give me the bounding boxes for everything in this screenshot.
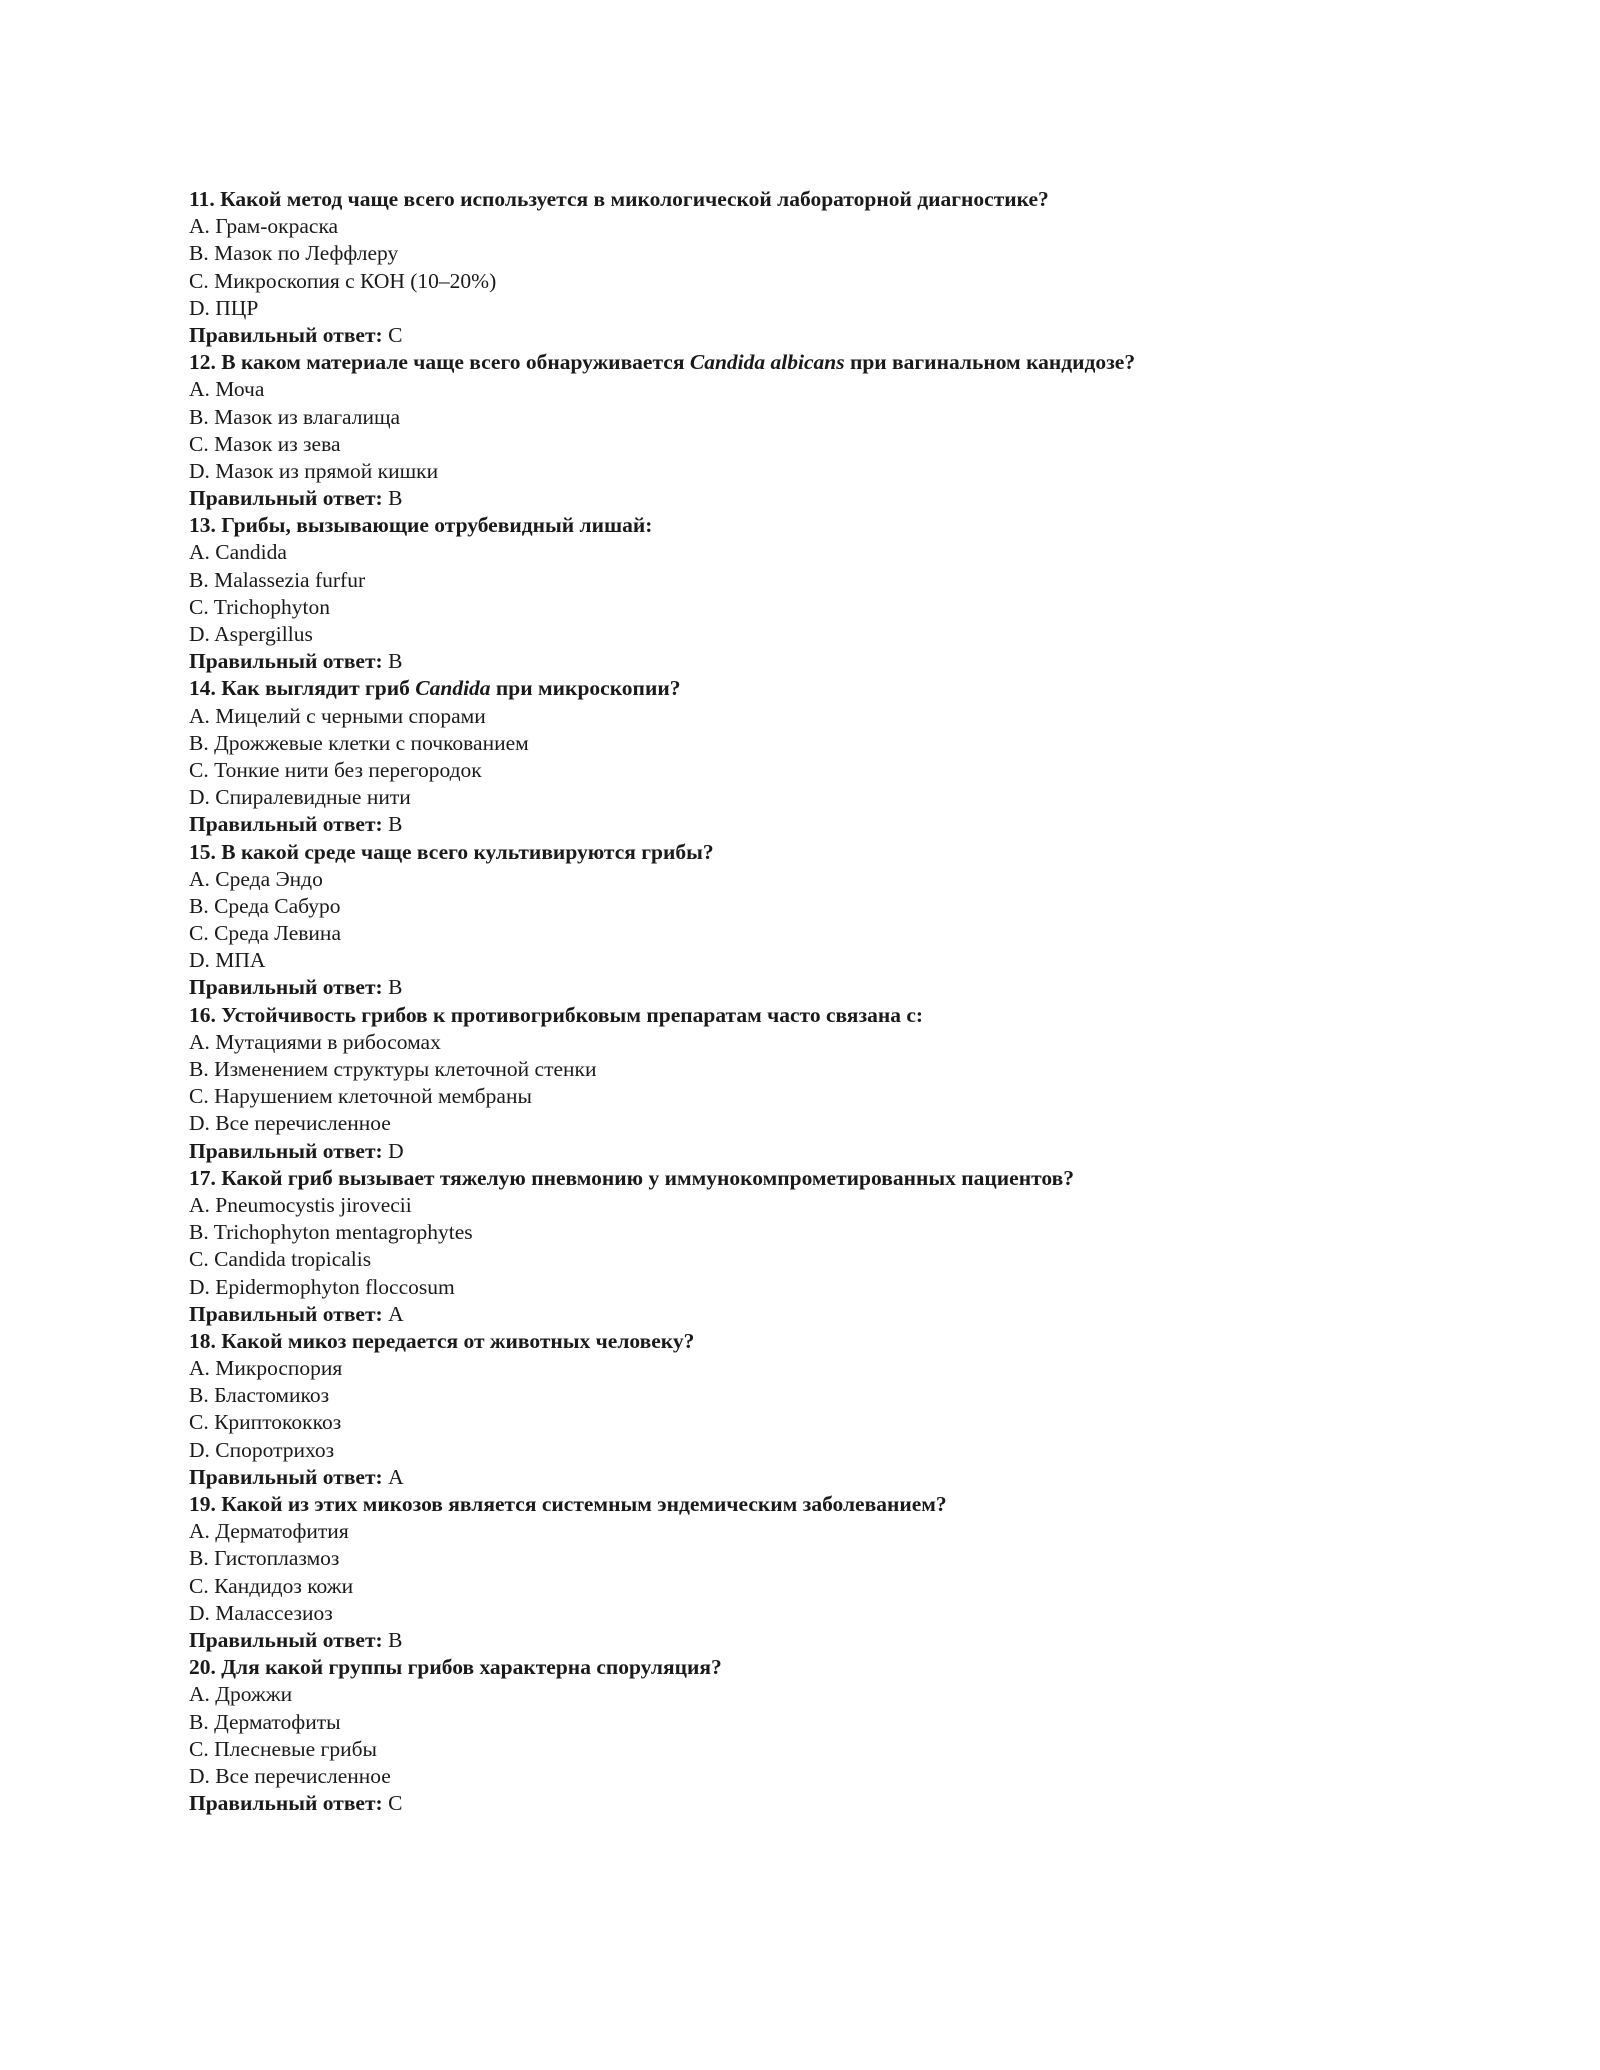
correct-answer-label: Правильный ответ: [189,322,383,347]
question-block [189,512,1449,675]
answer-option: D. Все перечисленное [189,1763,391,1788]
correct-answer-value: B [388,975,403,1000]
question-number: 17. [189,1165,216,1190]
question-text-segment: В какой среде чаще всего культивируются грибы? [221,839,714,864]
correct-answer-value: A [388,1464,404,1489]
question-number: 16. [189,1002,216,1027]
correct-answer-label: Правильный ответ: [189,486,383,511]
question-text-segment: Грибы, вызывающие отрубевидный лишай: [221,513,653,538]
answer-option: B. Мазок по Леффлеру [189,241,399,266]
question-block [189,186,1449,349]
answer-option: A. Дерматофития [189,1519,349,1544]
correct-answer-label: Правильный ответ: [189,975,383,1000]
answer-option: C. Мазок из зева [189,431,341,456]
answer-option: D. Малассезиоз [189,1600,333,1625]
question-text [189,675,1449,702]
question-block [189,1002,1449,1165]
question-text [189,186,1449,213]
question-text-segment: Для какой группы грибов характерна споруляция? [221,1655,722,1680]
question-number: 11. [189,187,215,211]
question-text [189,512,1449,539]
question-text [189,1328,1449,1355]
answer-option: B. Мазок из влагалища [189,404,401,429]
question-text-segment: при вагинальном кандидозе? [844,350,1136,375]
question-block [189,1165,1449,1328]
answer-option: A. Грам-окраска [189,214,339,239]
answer-option: A. Микроспория [189,1356,343,1381]
correct-answer [189,1301,1449,1328]
correct-answer [189,1790,1449,1817]
question-text-segment: Как выглядит гриб [221,676,416,701]
correct-answer-value: B [388,649,403,674]
answer-option: B. Дерматофиты [189,1709,341,1734]
answer-option: B. Изменением структуры клеточной стенки [189,1057,597,1081]
correct-answer-label: Правильный ответ: [189,1138,383,1163]
correct-answer-label: Правильный ответ: [189,649,383,674]
answer-option: D. Все перечисленное [189,1111,391,1136]
correct-answer-value: B [388,1627,403,1652]
species-name: Candida albicans [689,350,845,375]
correct-answer-label: Правильный ответ: [189,1464,383,1489]
correct-answer-label: Правильный ответ: [189,1301,383,1326]
answer-option: A. Мицелий с черными спорами [189,703,486,728]
correct-answer-label: Правильный ответ: [189,812,383,837]
answer-option: A. Среда Эндо [189,866,323,891]
answer-option: B. Гистоплазмоз [189,1546,340,1571]
answer-option: D. Споротрихоз [189,1437,335,1462]
question-number: 14. [189,676,216,701]
species-name: Candida [415,676,491,701]
question-text [189,349,1449,376]
question-number: 13. [189,513,216,538]
question-text-segment: В каком материале чаще всего обнаруживается [221,350,690,375]
answer-option: D. МПА [189,948,266,973]
correct-answer-value: C [388,1791,403,1816]
answer-option: B. Trichophyton mentagrophytes [189,1220,473,1245]
question-text-segment: при микроскопии? [490,676,681,701]
correct-answer-value: A [388,1301,404,1326]
question-block [189,675,1449,838]
question-number: 19. [189,1492,216,1516]
answer-option: D. Aspergillus [189,622,313,646]
question-text [189,1002,1449,1029]
answer-option: C. Trichophyton [189,594,330,619]
question-list [189,186,1449,1817]
answer-option: C. Криптококкоз [189,1410,342,1435]
answer-option: D. ПЦР [189,295,259,320]
answer-option: C. Плесневые грибы [189,1736,377,1761]
correct-answer-value: C [388,322,403,347]
answer-option: B. Malassezia furfur [189,567,366,592]
question-text [189,1165,1449,1192]
question-block [189,1491,1449,1654]
correct-answer-value: D [388,1138,404,1163]
correct-answer [189,485,1449,512]
question-block [189,839,1449,1002]
question-text-segment: Устойчивость грибов к противогрибковым препаратам часто связана с: [221,1002,924,1027]
correct-answer [189,648,1449,675]
question-text-segment: Какой метод чаще всего используется в микологической лабораторной диагностике? [220,187,1049,211]
answer-option: D. Мазок из прямой кишки [189,458,439,483]
answer-option: D. Epidermophyton floccosum [189,1274,455,1299]
answer-option: A. Дрожжи [189,1682,293,1707]
question-block [189,1328,1449,1491]
correct-answer [189,1627,1449,1654]
question-number: 18. [189,1328,216,1353]
answer-option: A. Моча [189,377,265,402]
answer-option: B. Среда Сабуро [189,893,341,918]
answer-option: C. Нарушением клеточной мембраны [189,1084,532,1109]
correct-answer [189,322,1449,349]
correct-answer-label: Правильный ответ: [189,1627,383,1652]
answer-option: C. Микроскопия с КОН (10–20%) [189,268,497,293]
correct-answer-value: B [388,812,403,837]
correct-answer [189,1138,1449,1165]
correct-answer [189,974,1449,1001]
question-number: 20. [189,1655,216,1680]
question-block [189,1654,1449,1817]
answer-option: B. Дрожжевые клетки с почкованием [189,730,529,755]
answer-option: A. Мутациями в рибосомах [189,1029,441,1054]
question-text [189,839,1449,866]
question-number: 15. [189,839,216,864]
answer-option: A. Candida [189,540,287,565]
answer-option: B. Бластомикоз [189,1383,330,1408]
correct-answer-value: B [388,486,403,511]
answer-option: C. Среда Левина [189,921,341,946]
question-text [189,1654,1449,1681]
answer-option: D. Спиралевидные нити [189,785,411,810]
answer-option: A. Pneumocystis jirovecii [189,1192,412,1217]
answer-option: C. Candida tropicalis [189,1247,372,1272]
question-text-segment: Какой микоз передается от животных человеку? [221,1328,695,1353]
question-text-segment: Какой из этих микозов является системным эндемическим заболеванием? [221,1492,947,1516]
question-number: 12. [189,350,216,375]
question-text [189,1491,1449,1518]
correct-answer-label: Правильный ответ: [189,1791,383,1816]
correct-answer [189,1464,1449,1491]
answer-option: C. Кандидоз кожи [189,1573,354,1598]
correct-answer [189,811,1449,838]
answer-option: C. Тонкие нити без перегородок [189,757,482,782]
question-text-segment: Какой гриб вызывает тяжелую пневмонию у иммунокомпрометированных пациентов? [221,1165,1074,1190]
question-block [189,349,1449,512]
